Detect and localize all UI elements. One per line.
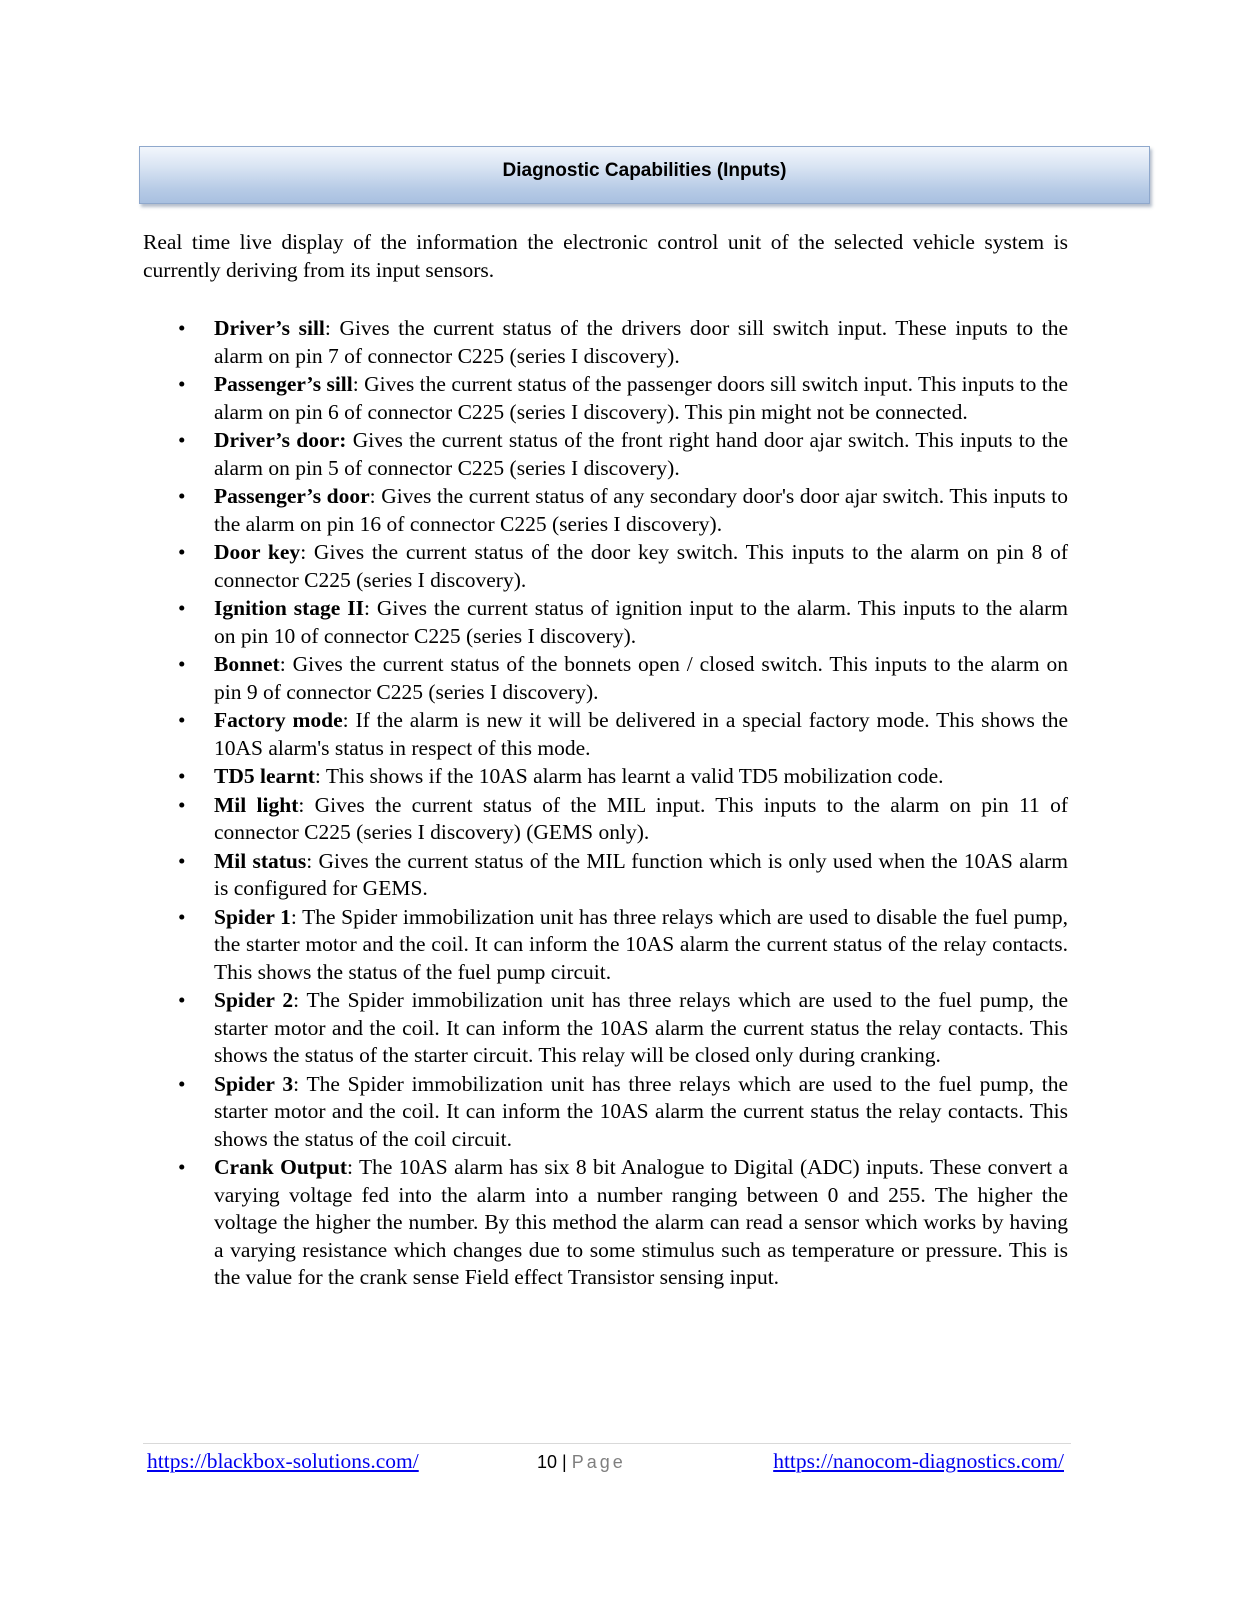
item-term: Mil light (214, 792, 299, 817)
item-description: Gives the current status of any secondary door's door ajar switch. This inputs to the alarm on pin 16 of connector C225 (series I discovery). (214, 484, 1068, 536)
item-description: The Spider immobilization unit has three relays which are used to the fuel pump, the starter motor and the coil. It can inform the 10AS alarm the current status the relay contacts. This shows the status of the starter circuit. This relay will be closed only during cranking. (214, 988, 1068, 1067)
item-term: Driver’s door: (214, 428, 347, 452)
item-term: Mil status (214, 848, 307, 873)
list-item (143, 427, 1068, 482)
item-separator: : (342, 708, 349, 732)
item-description: Gives the current status of the door key switch. This inputs to the alarm on pin 8 of connector C225 (series I discovery). (214, 540, 1068, 592)
item-description: The Spider immobilization unit has three relays which are used to the fuel pump, the starter motor and the coil. It can inform the 10AS alarm the current status the relay contacts. This shows the status of the coil circuit. (214, 1071, 1068, 1151)
list-item (143, 315, 1068, 370)
list-item (143, 707, 1068, 762)
item-term: Door key (214, 540, 301, 564)
list-item (143, 904, 1068, 987)
list-item (143, 483, 1068, 538)
item-separator: : (306, 848, 313, 873)
item-description: If the alarm is new it will be delivered in a special factory mode. This shows the 10AS alarm's status in respect of this mode. (214, 708, 1068, 760)
bullet-icon: • (178, 428, 186, 452)
item-separator: : (293, 988, 300, 1012)
item-term: Driver’s sill (214, 316, 325, 340)
bullet-icon: • (178, 904, 186, 929)
item-description: This shows if the 10AS alarm has learnt a valid TD5 mobilization code. (320, 764, 944, 788)
list-item (143, 1071, 1068, 1154)
page-number: 10 (537, 1452, 558, 1472)
item-term: Ignition stage II (214, 596, 364, 620)
item-term: Passenger’s sill (214, 372, 353, 396)
item-description: The 10AS alarm has six 8 bit Analogue to Digital (ADC) inputs. These convert a varying voltage fed into the alarm into a number ranging between 0 and 255. The higher the voltage the higher the number. By this method the alarm can read a sensor which works by having a varying resistance which changes due to some stimulus such as temperature or pressure. This is the value for the crank sense Field effect Transistor sensing input. (214, 1155, 1068, 1289)
bullet-icon: • (178, 792, 186, 817)
bullet-icon: • (178, 848, 186, 873)
item-description: Gives the current status of the MIL input. This inputs to the alarm on pin 11 of connector C225 (series I discovery) (GEMS only). (214, 792, 1068, 844)
item-separator: : (324, 316, 331, 340)
item-separator: : (300, 540, 307, 564)
item-separator: : (293, 1071, 300, 1096)
bullet-icon: • (178, 1071, 186, 1096)
section-title: Diagnostic Capabilities (Inputs) (502, 160, 787, 181)
list-item (143, 987, 1068, 1070)
bullet-icon: • (178, 372, 186, 396)
item-separator: : (290, 904, 297, 929)
item-separator: : (363, 596, 370, 620)
list-item (143, 792, 1068, 847)
intro-paragraph: Real time live display of the information the electronic control unit of the selected vehicle system is currently deriving from its input sensors. (143, 230, 1068, 282)
list-item (143, 651, 1068, 706)
item-description: Gives the current status of the MIL function which is only used when the 10AS alarm is configured for GEMS. (214, 848, 1069, 900)
item-separator: : (314, 764, 321, 788)
nanocom-link[interactable]: https://nanocom-diagnostics.com/ (773, 1449, 1064, 1473)
blackbox-link[interactable]: https://blackbox-solutions.com/ (147, 1449, 419, 1473)
item-term: TD5 learnt (214, 764, 315, 788)
item-term: Factory mode (214, 708, 343, 732)
list-item (143, 763, 1068, 791)
item-term: Passenger’s door (214, 484, 370, 508)
item-description: The Spider immobilization unit has three relays which are used to disable the fuel pump, the starter motor and the coil. It can inform the 10AS alarm the current status of the relay contacts. This shows the status of the fuel pump circuit. (214, 904, 1068, 984)
item-description: Gives the current status of the front right hand door ajar switch. This inputs to the alarm on pin 5 of connector C225 (series I discovery). (214, 428, 1069, 480)
list-item (143, 595, 1068, 650)
bullet-icon: • (178, 988, 186, 1012)
list-item (143, 1154, 1068, 1292)
item-term: Bonnet (214, 652, 280, 676)
item-description: Gives the current status of the drivers door sill switch input. These inputs to the alarm on pin 7 of connector C225 (series I discovery). (214, 316, 1068, 368)
item-term: Spider 2 (214, 988, 294, 1012)
bullet-icon: • (178, 316, 186, 340)
item-separator: : (352, 372, 359, 396)
item-description: Gives the current status of the bonnets open / closed switch. This inputs to the alarm on pin 9 of connector C225 (series I discovery). (214, 652, 1068, 704)
item-description: Gives the current status of ignition input to the alarm. This inputs to the alarm on pin 10 of connector C225 (series I discovery). (214, 596, 1068, 648)
item-term: Spider 1 (214, 904, 291, 929)
item-separator: : (279, 652, 286, 676)
item-separator: : (298, 792, 305, 817)
page-footer (143, 1443, 1071, 1484)
list-item (143, 848, 1068, 903)
bullet-icon: • (178, 708, 186, 732)
bullet-icon: • (178, 540, 186, 564)
bullet-icon: • (178, 596, 186, 620)
page-number-label (537, 1451, 626, 1473)
input-list (143, 315, 1068, 1293)
item-term: Spider 3 (214, 1071, 294, 1096)
list-item (143, 539, 1068, 594)
item-description: Gives the current status of the passenger doors sill switch input. This inputs to the alarm on pin 6 of connector C225 (series I discovery). This pin might not be connected. (214, 372, 1068, 424)
item-separator: : (347, 1155, 353, 1179)
page-word: Page (571, 1452, 626, 1472)
item-term: Crank Output (214, 1155, 348, 1179)
bullet-icon: • (178, 484, 186, 508)
page-separator: | (562, 1452, 567, 1472)
list-item (143, 371, 1068, 426)
bullet-icon: • (178, 764, 186, 788)
item-separator: : (369, 484, 376, 508)
bullet-icon: • (178, 652, 186, 676)
section-header (139, 146, 1150, 204)
bullet-icon: • (178, 1155, 186, 1179)
